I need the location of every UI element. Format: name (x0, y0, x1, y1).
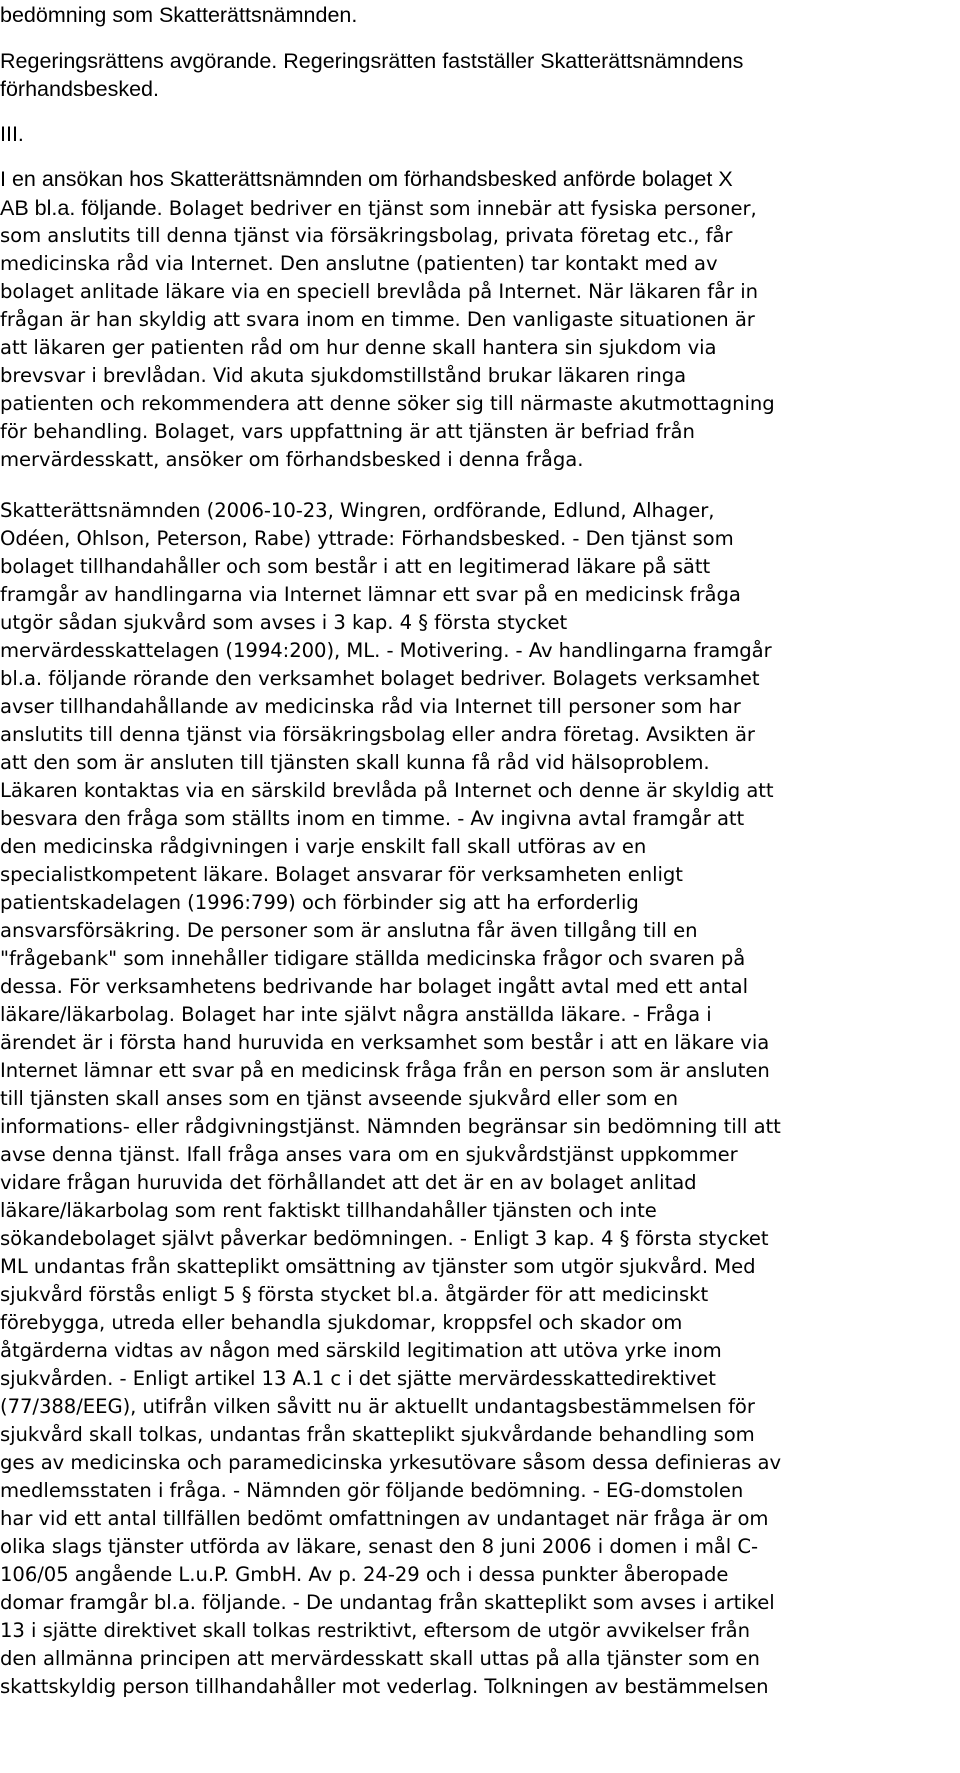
text-line: I en ansökan hos Skatterättsnämnden om förhandsbesked anförde bolaget X (0, 167, 733, 191)
text-line: förebygga, utreda eller behandla sjukdomar, kroppsfel och skador om (0, 1311, 683, 1334)
text-line: medlemsstaten i fråga. - Nämnden gör följande bedömning. - EG-domstolen (0, 1479, 744, 1502)
section-heading: III. (0, 122, 24, 146)
text-line: Läkaren kontaktas via en särskild brevlåda på Internet och denne är skyldig att (0, 779, 774, 802)
text-line: bedömning som Skatterättsnämnden. (0, 3, 358, 27)
text-line: Internet lämnar ett svar på en medicinsk fråga från en person som är ansluten (0, 1059, 770, 1082)
text-line: för behandling. Bolaget, vars uppfattning är att tjänsten är befriad från (0, 420, 695, 443)
text-line: ges av medicinska och paramedicinska yrkesutövare såsom dessa definieras av (0, 1451, 782, 1474)
text-line: patienten och rekommendera att denne söker sig till närmaste akutmottagning (0, 392, 775, 415)
text-line: 106/05 angående L.u.P. GmbH. Av p. 24-29 och i dessa punkter åberopade (0, 1563, 729, 1586)
text-line: (77/388/EEG), utifrån vilken såvitt nu är aktuellt undantagsbestämmelsen för (0, 1395, 755, 1418)
text-line: vidare frågan huruvida det förhållandet att det är en av bolaget anlitad (0, 1171, 697, 1194)
text-line: ML undantas från skatteplikt omsättning av tjänster som utgör sjukvård. Med (0, 1255, 756, 1278)
text-line: läkare/läkarbolag. Bolaget har inte självt några anställda läkare. - Fråga i (0, 1003, 712, 1026)
text-line: sjukvården. - Enligt artikel 13 A.1 c i det sjätte mervärdesskattedirektivet (0, 1367, 716, 1390)
text-line: besvara den fråga som ställts inom en timme. - Av ingivna avtal framgår att (0, 807, 745, 830)
text-line: till tjänsten skall anses som en tjänst avseende sjukvård eller som en (0, 1087, 678, 1110)
text-line: dessa. För verksamhetens bedrivande har bolaget ingått avtal med ett antal (0, 975, 748, 998)
text-line: sökandebolaget självt påverkar bedömningen. - Enligt 3 kap. 4 § första stycket (0, 1227, 769, 1250)
text-line: sjukvård förstås enligt 5 § första stycket bl.a. åtgärder för att medicinskt (0, 1283, 709, 1306)
text-line (0, 193, 757, 224)
text-line: utgör sådan sjukvård som avses i 3 kap. 4 § första stycket (0, 611, 568, 634)
text-line: läkare/läkarbolag som rent faktiskt tillhandahåller tjänsten och inte (0, 1199, 657, 1222)
text-line: domar framgår bl.a. följande. - De undantag från skatteplikt som avses i artikel (0, 1591, 775, 1614)
text-line: Regeringsrättens avgörande. Regeringsrätten fastställer Skatterättsnämndens (0, 49, 744, 73)
text-line: den allmänna principen att mervärdesskatt skall uttas på alla tjänster som en (0, 1647, 760, 1670)
text-line: förhandsbesked. (0, 77, 159, 101)
text-line: patientskadelagen (1996:799) och förbinder sig att ha erforderlig (0, 891, 639, 914)
text-line: att läkaren ger patienten råd om hur denne skall hantera sin sjukdom via (0, 336, 717, 359)
text-line: frågan är han skyldig att svara inom en timme. Den vanligaste situationen är (0, 308, 755, 331)
text-line: brevsvar i brevlådan. Vid akuta sjukdomstillstånd brukar läkaren ringa (0, 364, 687, 387)
text-line: mervärdesskattelagen (1994:200), ML. - Motivering. - Av handlingarna framgår (0, 639, 772, 662)
text-line: har vid ett antal tillfällen bedömt omfattningen av undantaget när fråga är om (0, 1507, 769, 1530)
text-line: olika slags tjänster utförda av läkare, senast den 8 juni 2006 i domen i mål C- (0, 1535, 759, 1558)
text-line: åtgärderna vidtas av någon med särskild legitimation att utöva yrke inom (0, 1339, 722, 1362)
text-line: specialistkompetent läkare. Bolaget ansvarar för verksamheten enligt (0, 863, 683, 886)
text-line: Skatterättsnämnden (2006-10-23, Wingren, ordförande, Edlund, Alhager, (0, 499, 715, 522)
text-line: informations- eller rådgivningstjänst. Nämnden begränsar sin bedömning till att (0, 1115, 781, 1138)
text-line: medicinska råd via Internet. Den anslutne (patienten) tar kontakt med av (0, 252, 718, 275)
text-line: 13 i sjätte direktivet skall tolkas restriktivt, eftersom de utgör avvikelser från (0, 1619, 750, 1642)
text-segment: Bolaget bedriver en tjänst som innebär att fysiska personer, (162, 197, 757, 220)
text-line: "frågebank" som innehåller tidigare ställda medicinska frågor och svaren på (0, 947, 746, 970)
text-line: bolaget anlitade läkare via en speciell brevlåda på Internet. När läkaren får in (0, 280, 758, 303)
text-line: sjukvård skall tolkas, undantas från skatteplikt sjukvårdande behandling som (0, 1423, 755, 1446)
text-line: ansvarsförsäkring. De personer som är anslutna får även tillgång till en (0, 919, 698, 942)
text-line: ärendet är i första hand huruvida en verksamhet som består i att en läkare via (0, 1031, 770, 1054)
text-line: som anslutits till denna tjänst via försäkringsbolag, privata företag etc., får (0, 224, 733, 247)
text-line: mervärdesskatt, ansöker om förhandsbesked i denna fråga. (0, 448, 584, 471)
text-line: Odéen, Ohlson, Peterson, Rabe) yttrade: Förhandsbesked. - Den tjänst som (0, 527, 734, 550)
text-line: avser tillhandahållande av medicinska råd via Internet till personer som har (0, 695, 741, 718)
text-line: den medicinska rådgivningen i varje enskilt fall skall utföras av en (0, 835, 647, 858)
text-line: anslutits till denna tjänst via försäkringsbolag eller andra företag. Avsikten är (0, 723, 755, 746)
text-segment: AB bl.a. följande. (0, 196, 163, 220)
text-line: avse denna tjänst. Ifall fråga anses vara om en sjukvårdstjänst uppkommer (0, 1143, 738, 1166)
text-line: bolaget tillhandahåller och som består i att en legitimerad läkare på sätt (0, 555, 711, 578)
text-line: framgår av handlingarna via Internet lämnar ett svar på en medicinsk fråga (0, 583, 741, 606)
text-line: bl.a. följande rörande den verksamhet bolaget bedriver. Bolagets verksamhet (0, 667, 760, 690)
text-line: att den som är ansluten till tjänsten skall kunna få råd vid hälsoproblem. (0, 751, 710, 774)
text-line: skattskyldig person tillhandahåller mot vederlag. Tolkningen av bestämmelsen (0, 1675, 769, 1698)
